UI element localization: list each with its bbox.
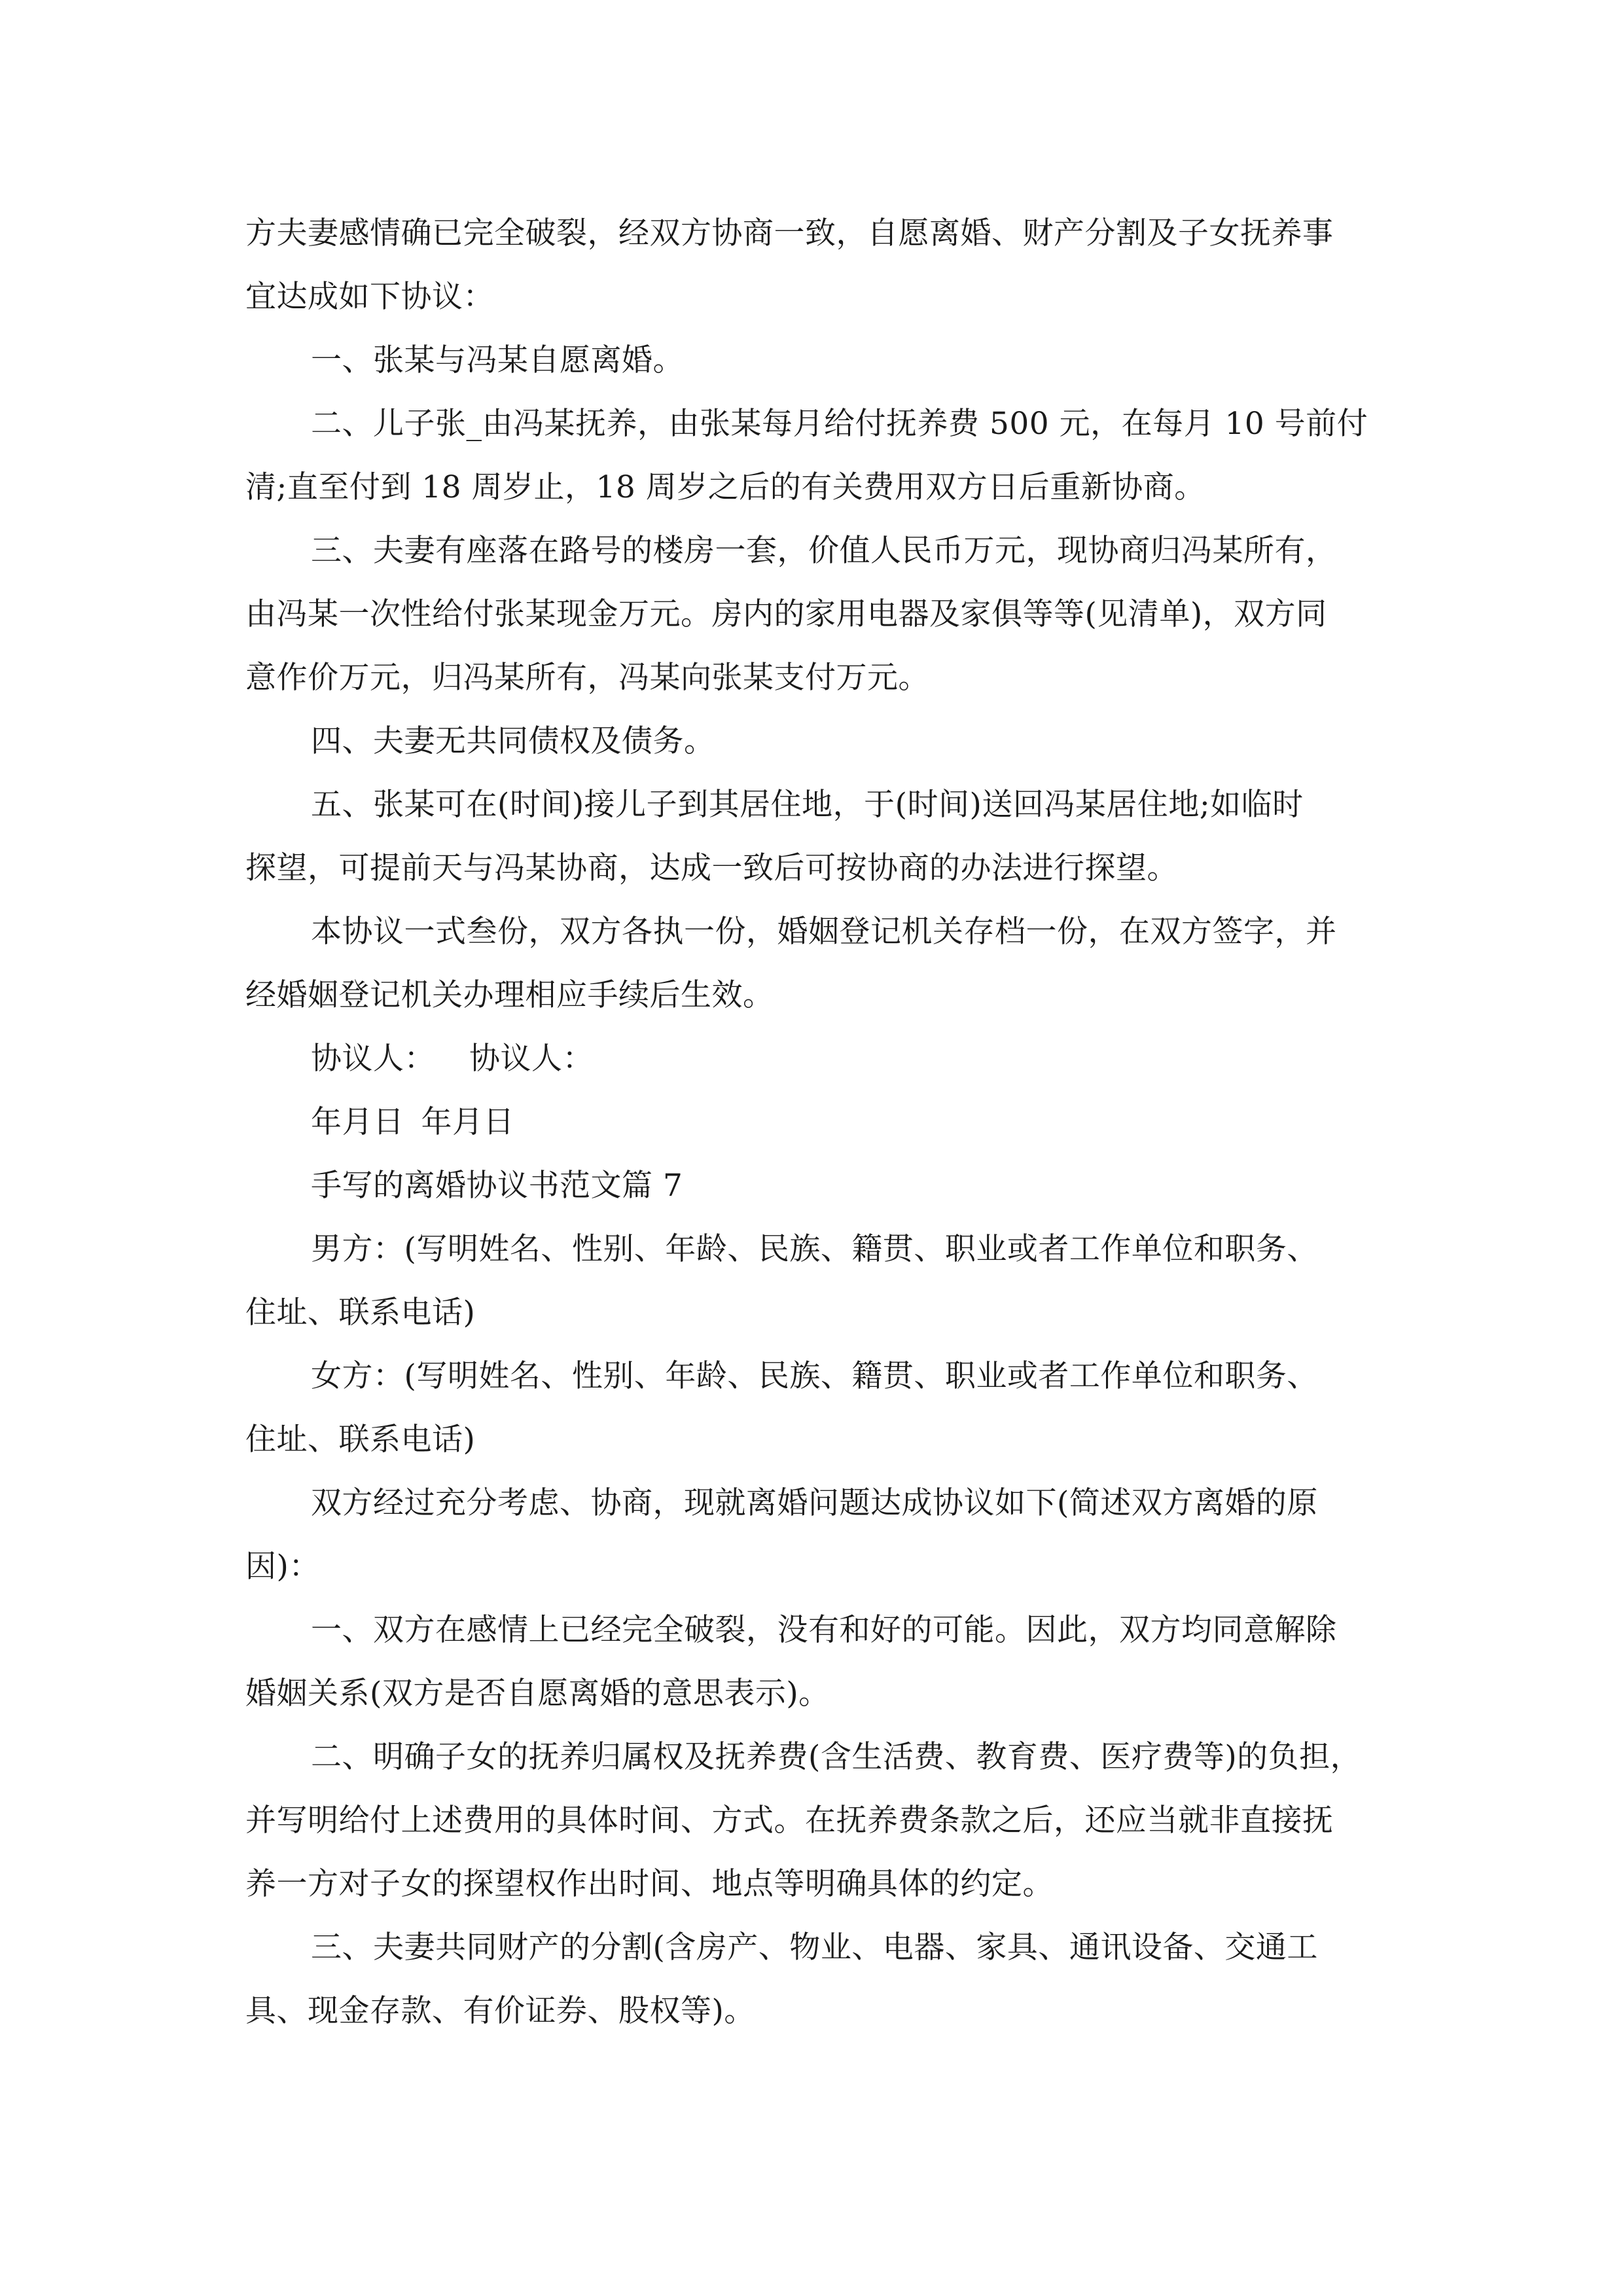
date-right: 年月日 (421, 1104, 514, 1140)
clause-2: 二、儿子张_由冯某抚养，由张某每月给付抚养费 500 元，在每月 10 号前付 (311, 406, 1368, 442)
text-line: 婚姻关系(双方是否自愿离婚的意思表示)。 (245, 1676, 830, 1712)
term-2: 二、明确子女的抚养归属权及抚养费(含生活费、教育费、医疗费等)的负担， (311, 1739, 1362, 1775)
text-line: 因)： (245, 1549, 320, 1585)
clause-5: 五、张某可在(时间)接儿子到其居住地，于(时间)送回冯某居住地;如临时 (311, 787, 1304, 823)
intro-paragraph: 双方经过充分考虑、协商，现就离婚问题达成协议如下(简述双方离婚的原 (311, 1485, 1318, 1521)
text-line: 由冯某一次性给付张某现金万元。房内的家用电器及家俱等等(见清单)，双方同 (245, 596, 1327, 632)
text-line: 方夫妻感情确已完全破裂，经双方协商一致，自愿离婚、财产分割及子女抚养事 (245, 215, 1334, 251)
term-3: 三、夫妻共同财产的分割(含房产、物业、电器、家具、通讯设备、交通工 (311, 1929, 1318, 1965)
signature-right: 协议人： (469, 1041, 594, 1077)
clause-4: 四、夫妻无共同债权及债务。 (311, 723, 715, 759)
text-line: 经婚姻登记机关办理相应手续后生效。 (245, 977, 774, 1013)
text-line: 养一方对子女的探望权作出时间、地点等明确具体的约定。 (245, 1866, 1054, 1902)
clause-1: 一、张某与冯某自愿离婚。 (311, 342, 684, 378)
section-title: 手写的离婚协议书范文篇 7 (311, 1168, 683, 1204)
text-line: 清;直至付到 18 周岁止，18 周岁之后的有关费用双方日后重新协商。 (245, 469, 1205, 505)
clause-3: 三、夫妻有座落在路号的楼房一套，价值人民币万元，现协商归冯某所有， (311, 533, 1337, 569)
text-line: 并写明给付上述费用的具体时间、方式。在抚养费条款之后，还应当就非直接抚 (245, 1803, 1334, 1839)
signature-left: 协议人： (311, 1041, 435, 1077)
text-line: 住址、联系电话) (245, 1422, 476, 1458)
closing-paragraph: 本协议一式叁份，双方各执一份，婚姻登记机关存档一份，在双方签字，并 (311, 914, 1337, 950)
date-line (245, 1090, 1378, 1154)
document-body (245, 202, 1378, 2043)
text-line: 宜达成如下协议： (245, 279, 494, 315)
text-line: 住址、联系电话) (245, 1295, 476, 1331)
term-1: 一、双方在感情上已经完全破裂，没有和好的可能。因此，双方均同意解除 (311, 1612, 1337, 1648)
male-party: 男方：(写明姓名、性别、年龄、民族、籍贯、职业或者工作单位和职务、 (311, 1231, 1318, 1267)
text-line: 具、现金存款、有价证券、股权等)。 (245, 1993, 755, 2029)
female-party: 女方：(写明姓名、性别、年龄、民族、籍贯、职业或者工作单位和职务、 (311, 1358, 1318, 1394)
signature-line (245, 1027, 1378, 1090)
text-line: 探望，可提前天与冯某协商，达成一致后可按协商的办法进行探望。 (245, 850, 1178, 886)
text-line: 意作价万元，归冯某所有，冯某向张某支付万元。 (245, 660, 929, 696)
date-left: 年月日 (311, 1104, 404, 1140)
